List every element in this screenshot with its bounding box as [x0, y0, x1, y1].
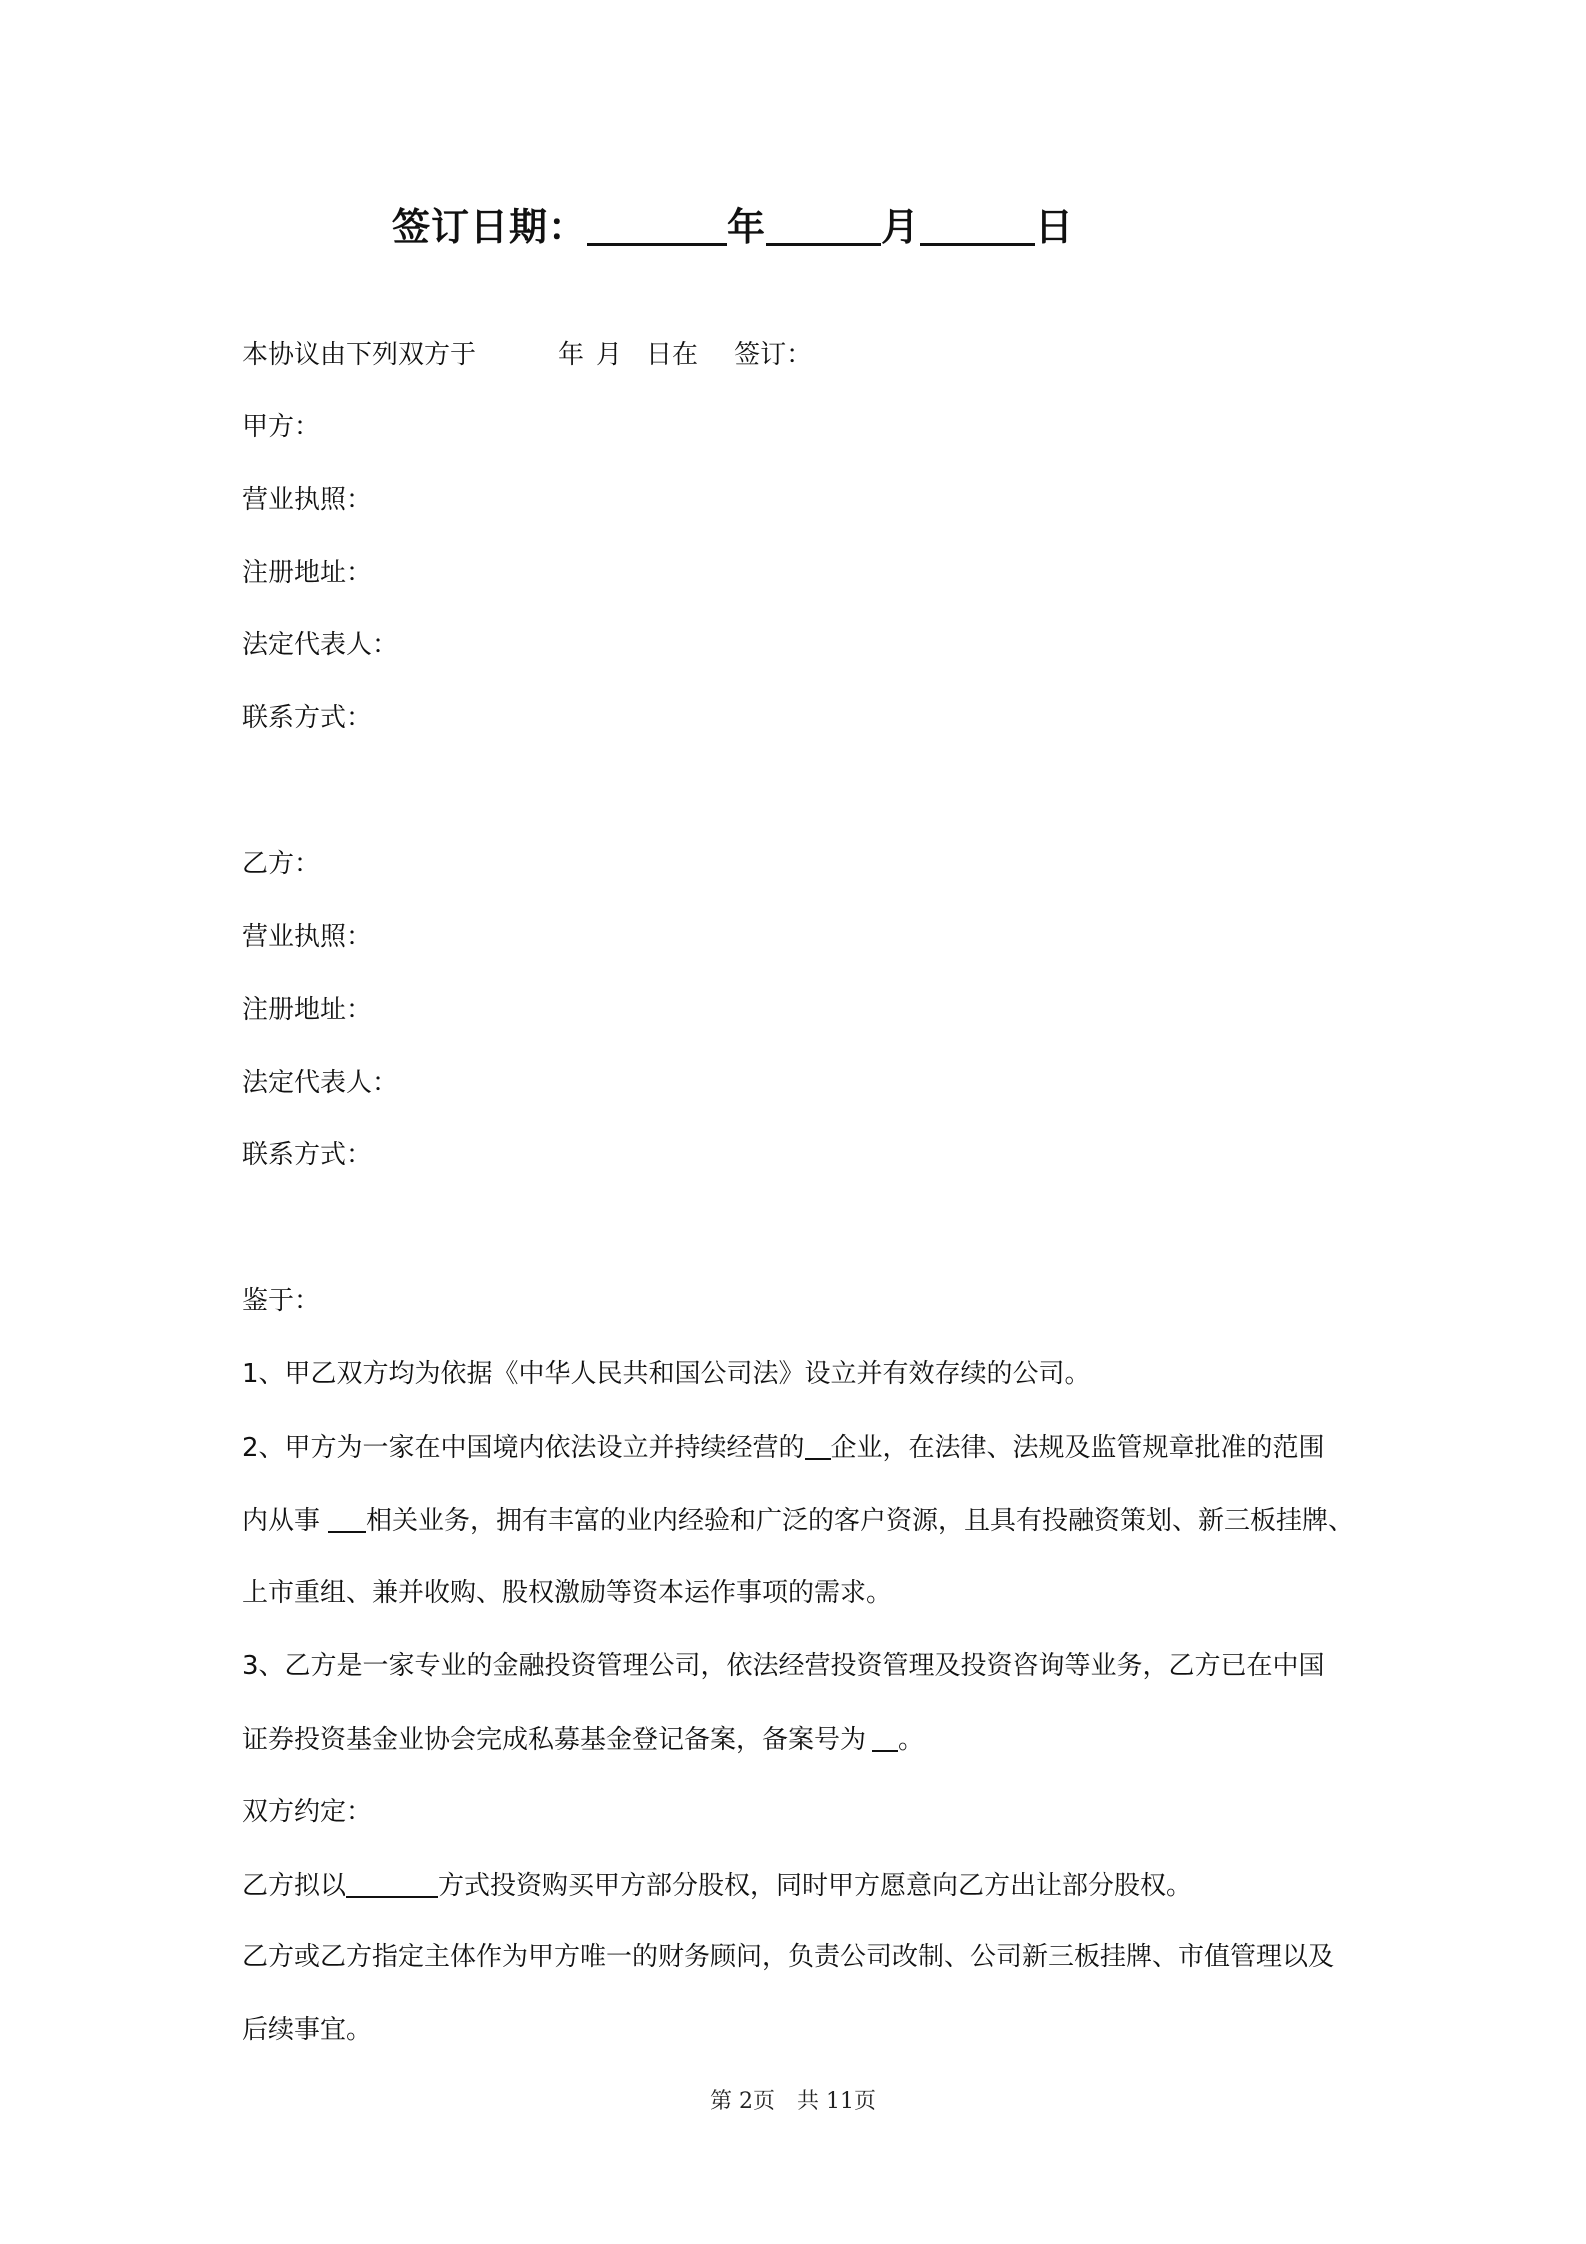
whereas-item-2-line-2 — [242, 1503, 1354, 1538]
intro-month: 月 — [596, 340, 623, 370]
party-a-address: 注册地址： — [242, 558, 373, 588]
party-a-contact: 联系方式： — [242, 703, 373, 733]
agreement-para-1 — [242, 1868, 1192, 1903]
whereas-item-2-line-1 — [242, 1430, 1325, 1465]
whereas-item-1: 1、甲乙双方均为依据《中华人民共和国公司法》设立并有效存续的公司。 — [242, 1359, 1091, 1389]
intro-signed: 签订： — [734, 340, 813, 370]
party-a-license: 营业执照： — [242, 485, 373, 515]
party-a-heading: 甲方： — [242, 412, 321, 442]
month-blank — [766, 207, 881, 246]
intro-line — [242, 338, 812, 372]
agreement-para-2-line-2: 后续事宜。 — [242, 2015, 373, 2045]
whereas-item-2-text-d: 相关业务，拥有丰富的业内经验和广泛的客户资源，且具有投融资策划、新三板挂牌、 — [366, 1506, 1355, 1536]
intro-day-in: 日在 — [646, 340, 699, 370]
day-label: 日 — [1035, 205, 1075, 249]
agreement-para-1-text-a: 乙方拟以 — [242, 1871, 347, 1901]
party-b-license: 营业执照： — [242, 922, 373, 952]
whereas-item-3-line-1: 3、乙方是一家专业的金融投资管理公司，依法经营投资管理及投资咨询等业务，乙方已在中国 — [242, 1651, 1325, 1681]
party-b-contact: 联系方式： — [242, 1140, 373, 1170]
filing-number-blank — [872, 1722, 898, 1752]
whereas-item-2-text-a: 2、甲方为一家在中国境内依法设立并持续经营的 — [242, 1433, 805, 1463]
year-blank — [587, 207, 727, 246]
agreement-para-1-text-b: 方式投资购买甲方部分股权，同时甲方愿意向乙方出让部分股权。 — [438, 1871, 1193, 1901]
signing-date-title — [392, 196, 1074, 251]
signing-date-label: 签订日期： — [392, 205, 588, 249]
intro-text: 本协议由下列双方于 — [242, 340, 477, 370]
agreement-para-2-line-1: 乙方或乙方指定主体作为甲方唯一的财务顾问，负责公司改制、公司新三板挂牌、市值管理以及 — [242, 1942, 1335, 1972]
investment-method-blank — [346, 1868, 438, 1898]
whereas-heading: 鉴于： — [242, 1286, 321, 1316]
party-b-address: 注册地址： — [242, 995, 373, 1025]
month-label: 月 — [881, 205, 921, 249]
total-pages: 共 11页 — [797, 2089, 876, 2114]
party-a-legal-rep: 法定代表人： — [242, 630, 399, 660]
agreement-heading: 双方约定： — [242, 1797, 373, 1827]
whereas-item-2-text-c: 内从事 — [242, 1506, 321, 1536]
whereas-item-2-text-b: 企业，在法律、法规及监管规章批准的范围 — [830, 1433, 1325, 1463]
whereas-item-3-text-b: 。 — [898, 1725, 925, 1755]
enterprise-type-blank — [805, 1430, 831, 1460]
page-number: 第 2页 — [710, 2089, 775, 2114]
whereas-item-3-line-2 — [242, 1722, 924, 1757]
day-blank — [920, 207, 1035, 246]
business-field-blank — [328, 1503, 366, 1533]
page-footer — [0, 2084, 1586, 2115]
whereas-item-3-text-a: 证券投资基金业协会完成私募基金登记备案，备案号为 — [242, 1725, 867, 1755]
party-b-legal-rep: 法定代表人： — [242, 1068, 399, 1098]
party-b-heading: 乙方： — [242, 849, 321, 879]
intro-year: 年 — [558, 340, 585, 370]
year-label: 年 — [727, 205, 767, 249]
whereas-item-2-line-3: 上市重组、兼并收购、股权激励等资本运作事项的需求。 — [242, 1578, 893, 1608]
